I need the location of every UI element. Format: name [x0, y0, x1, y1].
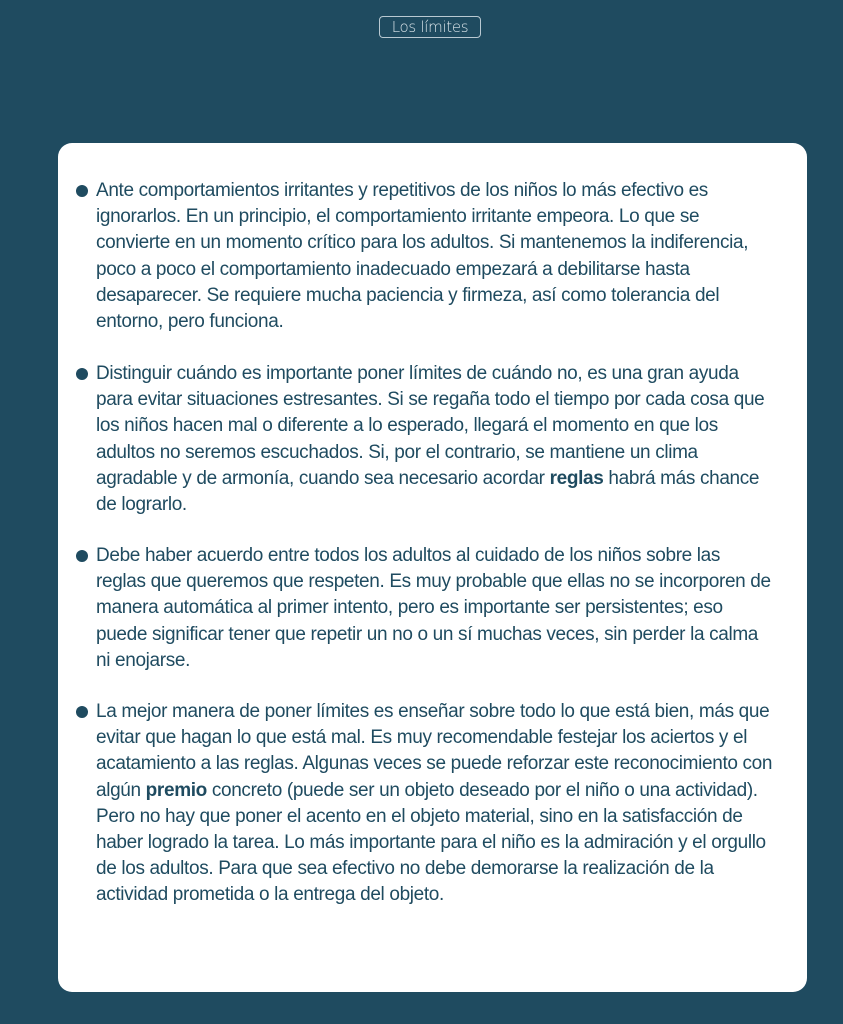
bold-keyword-premio: premio [145, 779, 207, 801]
bold-keyword-reglas: reglas [549, 467, 604, 489]
list-item-adult-agreement [96, 543, 774, 674]
list-item-positive-reinforcement [96, 699, 774, 909]
section-tag: Los límites [379, 16, 481, 38]
bullet-text: Debe haber acuerdo entre todos los adultos al cuidado de los niños sobre las reglas que queremos que respeten. Es muy probable que ellas no se incorporen de manera automática al primer intento, pero es importante ser persistentes; eso puede significar tener que repetir un no o un sí muchas veces, sin perder la calma ni enojarse. [96, 545, 771, 671]
bullet-text: La mejor manera de poner límites es enseñar sobre todo lo que está bien, más que evitar que hagan lo que está mal. Es muy recomendable festejar los aciertos y el acatamiento a las reglas. Algunas veces se puede reforzar este reconocimiento con algún premio concreto (puede ser un objeto deseado por el niño o una actividad). Pero no hay que poner el acento en el objeto material, sino en la satisfacción de haber logrado la tarea. Lo más importante para el niño es la admiración y el orgullo de los adultos. Para que sea efectivo no debe demorarse la realización de la actividad prometida o la entrega del objeto. [96, 701, 773, 906]
bullet-dot-icon [76, 550, 88, 562]
bullet-text: Ante comportamientos irritantes y repetitivos de los niños lo más efectivo es ignorarlos. En un principio, el comportamiento irritante empeora. Lo que se convierte en un momento crítico para los adultos. Si mantenemos la indiferencia, poco a poco el comportamiento inadecuado empezará a debilitarse hasta desaparecer. Se requiere mucha paciencia y firmeza, así como tolerancia del entorno, pero funciona. [96, 180, 749, 333]
bullet-text: Distinguir cuándo es importante poner límites de cuándo no, es una gran ayuda para evitar situaciones estresantes. Si se regaña todo el tiempo por cada cosa que los niños hacen mal o diferente a lo esperado, llegará el momento en que los adultos no seremos escuchados. Si, por el contrario, se mantiene un clima agradable y de armonía, cuando sea necesario acordar reglas habrá más chance de lograrlo. [96, 363, 765, 516]
list-item-distinguish-limits [96, 361, 774, 518]
list-item-ignore-behaviors [96, 178, 774, 335]
content-card [58, 143, 807, 992]
bullet-dot-icon [76, 368, 88, 380]
bullet-dot-icon [76, 706, 88, 718]
bullet-dot-icon [76, 185, 88, 197]
